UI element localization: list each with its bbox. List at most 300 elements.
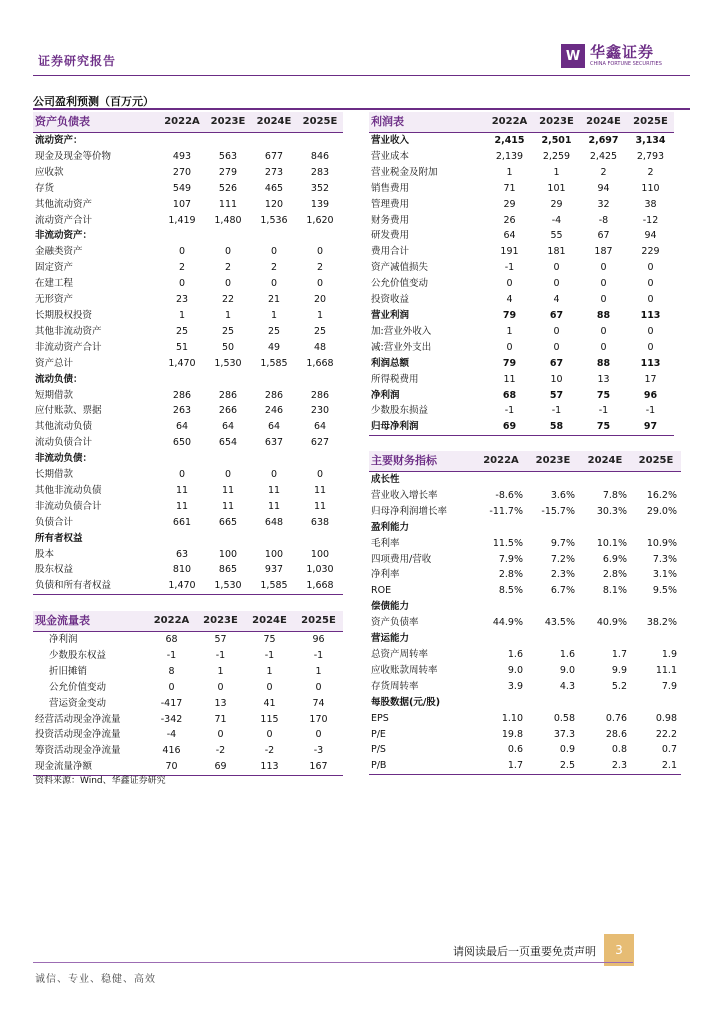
row-value: 7.9 — [661, 680, 677, 692]
table-row — [33, 228, 343, 244]
row-label: 毛利率 — [371, 537, 400, 549]
row-value: 100 — [218, 548, 238, 560]
row-value: 75 — [263, 634, 276, 645]
row-value: 29 — [503, 198, 516, 210]
row-value: 2 — [316, 262, 324, 274]
row-value — [205, 451, 251, 467]
row-value: 1,585 — [260, 580, 288, 592]
row-value: 57 — [214, 634, 227, 645]
year-header: 2022A — [475, 451, 527, 472]
row-value: 865 — [218, 564, 238, 576]
row-label: 流动资产合计 — [35, 214, 93, 226]
row-value: 0 — [316, 246, 324, 258]
row-label: 公允价值变动 — [371, 278, 429, 290]
row-value: 67 — [549, 309, 564, 321]
table-row — [33, 531, 343, 547]
table-row — [369, 631, 681, 647]
row-value — [159, 372, 205, 388]
row-value: 8 — [168, 665, 175, 677]
table-header-row — [33, 611, 343, 632]
year-header: 2023E — [196, 611, 245, 632]
table-row — [33, 213, 343, 229]
row-label: 成长性 — [371, 474, 400, 485]
row-value: 1 — [266, 665, 273, 677]
row-value — [527, 472, 579, 488]
row-value: 22 — [221, 294, 235, 306]
row-label: 流动负债： — [35, 373, 83, 385]
row-value: 2,697 — [588, 135, 619, 146]
table-row — [33, 260, 343, 276]
row-value: 9.0 — [507, 664, 523, 676]
row-label: 盈利能力 — [371, 521, 410, 533]
year-header: 2023E — [527, 451, 579, 472]
row-value: 810 — [172, 564, 192, 576]
row-value: 2.5 — [559, 760, 575, 772]
logo-mark-icon: W — [561, 44, 585, 68]
row-value: 1,668 — [306, 357, 334, 369]
row-value — [297, 531, 343, 547]
row-label: 应收账款周转率 — [371, 664, 438, 676]
row-value: 2.3% — [550, 569, 575, 581]
row-label: 每股数据(元/股) — [371, 696, 441, 708]
row-value — [475, 472, 527, 488]
row-value: 2,793 — [636, 150, 665, 162]
row-value — [297, 372, 343, 388]
row-value: 0 — [178, 246, 186, 258]
row-value: 79 — [502, 309, 517, 321]
table-row — [33, 133, 343, 149]
row-value: 64 — [175, 421, 189, 433]
table-row — [369, 663, 681, 679]
row-value — [527, 631, 579, 647]
row-label: 应付账款、票据 — [35, 405, 102, 417]
row-label: 非流动资产合计 — [35, 341, 102, 353]
row-value: 10 — [550, 373, 563, 385]
row-value: 0.9 — [559, 744, 575, 756]
row-value: 0 — [506, 341, 513, 353]
row-value: 79 — [502, 357, 517, 369]
row-value: 648 — [264, 516, 284, 528]
row-value: 2,415 — [494, 135, 525, 146]
row-value: 0 — [553, 341, 560, 353]
row-value: 9.7% — [550, 537, 575, 549]
row-value: 113 — [640, 357, 661, 369]
row-value: 650 — [172, 437, 192, 449]
table-row — [33, 515, 343, 531]
row-label: 投资收益 — [371, 294, 410, 306]
row-value: 0.6 — [507, 744, 523, 756]
year-header: 2024E — [245, 611, 294, 632]
row-label: 加:营业外收入 — [371, 325, 432, 337]
row-value: 286 — [310, 389, 330, 401]
row-value: -1 — [504, 262, 515, 274]
row-value — [579, 520, 631, 536]
row-label: 费用合计 — [371, 246, 410, 258]
row-value: 21 — [267, 294, 281, 306]
row-value: 0 — [647, 262, 654, 274]
table-row — [369, 133, 674, 149]
year-header: 2024E — [579, 451, 631, 472]
key-indicators-table — [369, 451, 681, 775]
table-row — [369, 488, 681, 504]
row-value: 2 — [600, 166, 607, 178]
table-header-row — [33, 112, 343, 133]
row-label: 长期借款 — [35, 469, 74, 481]
table-row — [369, 727, 681, 743]
row-value — [251, 133, 297, 149]
row-value: 3.6% — [550, 489, 575, 501]
income-statement-table — [369, 112, 674, 436]
row-value: 30.3% — [596, 505, 627, 517]
row-label: 其他非流动负债 — [35, 484, 102, 496]
row-label: ROE — [371, 585, 392, 597]
row-label: 营业收入增长率 — [371, 489, 438, 501]
row-value: 94 — [644, 230, 657, 242]
row-value: 58 — [549, 421, 564, 433]
table-row — [369, 292, 674, 308]
row-value: 7.8% — [602, 489, 627, 501]
row-label: 净利润 — [371, 389, 400, 401]
row-label: 应收款 — [35, 166, 64, 178]
row-value: 167 — [309, 761, 328, 773]
row-value — [475, 631, 527, 647]
row-value: 230 — [310, 405, 330, 417]
row-value: 0 — [553, 262, 560, 274]
row-value: 1 — [506, 166, 513, 178]
row-value: -1 — [504, 405, 515, 417]
row-value: 0 — [168, 681, 175, 693]
row-value: 1,530 — [214, 357, 242, 369]
row-value: 246 — [264, 405, 284, 417]
row-label: 折旧摊销 — [49, 665, 88, 677]
table-row — [33, 165, 343, 181]
table-row — [369, 647, 681, 663]
table-row — [33, 388, 343, 404]
year-header: 2022A — [486, 112, 533, 133]
row-value: 11.1 — [655, 664, 677, 676]
row-value: 16.2% — [646, 489, 677, 501]
table-row — [33, 276, 343, 292]
table-row — [369, 356, 674, 372]
row-value: 0.8 — [611, 744, 627, 756]
row-value: 937 — [264, 564, 284, 576]
row-value: 40.9% — [596, 617, 627, 629]
row-value: 29.0% — [646, 505, 677, 517]
row-value: 49 — [267, 341, 281, 353]
row-value: 68 — [165, 634, 178, 645]
row-value: 101 — [547, 182, 566, 194]
row-value: 5.2 — [611, 680, 627, 692]
row-value: -1 — [264, 649, 275, 661]
row-value: 2,259 — [542, 150, 571, 162]
row-value: 11 — [313, 484, 327, 496]
row-label: 营业成本 — [371, 150, 410, 162]
year-header: 2025E — [631, 451, 681, 472]
row-value: 1,530 — [214, 580, 242, 592]
row-value: -342 — [160, 713, 183, 725]
row-value — [297, 228, 343, 244]
row-value: 43.5% — [544, 617, 575, 629]
row-value: 170 — [309, 713, 328, 725]
row-value: 1,480 — [214, 214, 242, 226]
row-value: -1 — [313, 649, 324, 661]
row-label: 归母净利润增长率 — [371, 505, 448, 517]
year-header: 2023E — [533, 112, 580, 133]
row-label: 公允价值变动 — [49, 681, 107, 693]
balance-sheet-table — [33, 112, 343, 595]
row-label: 资产负债率 — [371, 617, 419, 629]
row-value: 68 — [502, 389, 517, 401]
row-value: 549 — [172, 182, 192, 194]
row-value: 71 — [503, 182, 516, 194]
row-value: 100 — [264, 548, 284, 560]
table-row — [33, 292, 343, 308]
table-row — [369, 567, 681, 583]
row-value: 25 — [313, 325, 327, 337]
row-value: 3,134 — [635, 135, 666, 146]
table-row — [33, 324, 343, 340]
row-label: 现金及现金等价物 — [35, 150, 112, 162]
table-row — [369, 340, 674, 356]
row-value: 665 — [218, 516, 238, 528]
row-value: -15.7% — [541, 505, 575, 517]
row-value: 8.5% — [498, 585, 523, 597]
row-label: 负债和所有者权益 — [35, 580, 112, 592]
table-row — [33, 435, 343, 451]
row-value: 38.2% — [646, 617, 677, 629]
row-label: 流动资产： — [35, 135, 83, 146]
row-value: 0 — [217, 681, 224, 693]
row-value: 0 — [315, 681, 322, 693]
table-row — [369, 742, 681, 758]
row-label: 营运能力 — [371, 633, 410, 645]
header-divider — [33, 75, 690, 76]
row-value: 6.9% — [602, 553, 627, 565]
row-value: 563 — [218, 150, 238, 162]
row-value: 64 — [313, 421, 327, 433]
row-value: 107 — [172, 198, 192, 210]
row-label: 在建工程 — [35, 278, 74, 290]
row-value: 139 — [310, 198, 330, 210]
row-value: 1 — [217, 665, 224, 677]
row-label: 所得税费用 — [371, 373, 419, 385]
row-label: 流动负债合计 — [35, 437, 93, 449]
row-value: 0 — [178, 469, 186, 481]
row-value: 4.3 — [559, 680, 575, 692]
row-value: -2 — [215, 745, 226, 757]
row-label: 筹资活动现金净流量 — [35, 745, 121, 757]
table-row — [369, 472, 681, 488]
row-value: 181 — [547, 246, 566, 258]
row-value: 41 — [263, 697, 276, 709]
row-value — [159, 531, 205, 547]
title-divider — [33, 108, 690, 110]
row-value: 2 — [647, 166, 654, 178]
row-value: 846 — [310, 150, 330, 162]
year-header: 2025E — [297, 112, 343, 133]
row-value: 263 — [172, 405, 192, 417]
row-value: 4 — [553, 294, 560, 306]
row-value: 0 — [316, 469, 324, 481]
table-row — [369, 552, 681, 568]
row-value: 1,585 — [260, 357, 288, 369]
table-row — [33, 680, 343, 696]
row-value: 2.3 — [611, 760, 627, 772]
row-value: 10.9% — [646, 537, 677, 549]
disclaimer-link[interactable]: 请阅读最后一页重要免责声明 — [453, 945, 596, 958]
row-value: 1,030 — [306, 564, 334, 576]
row-label: 所有者权益 — [35, 532, 83, 544]
table-row — [33, 547, 343, 563]
table-row — [369, 244, 674, 260]
table-row — [33, 181, 343, 197]
row-value: 654 — [218, 437, 238, 449]
row-value — [579, 695, 631, 711]
row-value: 677 — [264, 150, 284, 162]
table-header-row — [369, 451, 681, 472]
row-value — [251, 228, 297, 244]
table-row — [33, 632, 343, 648]
row-value: 0 — [600, 278, 607, 290]
year-header: 2024E — [251, 112, 297, 133]
table-row — [369, 276, 674, 292]
row-value: 11 — [503, 373, 516, 385]
row-value: 0.98 — [655, 712, 677, 724]
row-value: 1.6 — [559, 648, 575, 660]
row-value: 2,501 — [541, 135, 572, 146]
row-value — [297, 133, 343, 149]
row-label: 财务费用 — [371, 214, 410, 226]
row-value — [205, 133, 251, 149]
table-row — [369, 165, 674, 181]
row-value: -4 — [551, 214, 562, 226]
row-label: 销售费用 — [371, 182, 410, 194]
row-value — [205, 372, 251, 388]
row-label: 现金流量净额 — [35, 761, 93, 773]
footer-slogan: 诚信、专业、稳健、高效 — [35, 974, 156, 985]
row-value — [251, 451, 297, 467]
row-value: 64 — [503, 230, 516, 242]
row-value: 2,139 — [495, 150, 524, 162]
row-value: 0 — [506, 278, 513, 290]
table-row — [33, 696, 343, 712]
row-value: 0 — [553, 278, 560, 290]
table-row — [369, 372, 674, 388]
row-value: 22.2 — [655, 728, 677, 740]
row-value: 0 — [600, 341, 607, 353]
table-title: 主要财务指标 — [369, 451, 475, 472]
row-value: 28.6 — [605, 728, 627, 740]
row-value: 113 — [260, 761, 279, 773]
row-label: 非流动资产： — [35, 230, 93, 242]
table-row — [33, 340, 343, 356]
row-value: 11 — [221, 484, 235, 496]
row-value: 11 — [267, 484, 281, 496]
row-value: 1,470 — [168, 357, 196, 369]
row-value: -1 — [166, 649, 177, 661]
year-header: 2024E — [580, 112, 627, 133]
row-value: 279 — [218, 166, 238, 178]
row-value: 9.0 — [559, 664, 575, 676]
row-value: 0 — [647, 294, 654, 306]
row-value: 20 — [313, 294, 327, 306]
row-value: 11.5% — [492, 537, 523, 549]
row-label: 少数股东损益 — [371, 405, 429, 417]
row-value: 11 — [267, 500, 281, 512]
row-value: 637 — [264, 437, 284, 449]
row-label: 无形资产 — [35, 294, 74, 306]
row-value: -8.6% — [495, 489, 523, 501]
row-value: 2.8% — [602, 569, 627, 581]
table-row — [33, 308, 343, 324]
row-value: 0 — [600, 262, 607, 274]
row-value — [251, 372, 297, 388]
row-value: 1.10 — [501, 712, 523, 724]
row-value: 273 — [264, 166, 284, 178]
row-value: -2 — [264, 745, 275, 757]
row-value: 13 — [597, 373, 610, 385]
year-header: 2022A — [159, 112, 205, 133]
row-label: 股东权益 — [35, 564, 74, 576]
table-title: 利润表 — [369, 112, 486, 133]
row-value: 0 — [224, 278, 232, 290]
row-value — [475, 599, 527, 615]
row-value: 1,470 — [168, 580, 196, 592]
row-value — [631, 599, 681, 615]
row-label: P/B — [371, 760, 387, 772]
row-value: 286 — [218, 389, 238, 401]
row-value: 75 — [596, 389, 611, 401]
row-value: 1 — [553, 166, 560, 178]
row-value: 0.7 — [661, 744, 677, 756]
row-value: 7.3% — [652, 553, 677, 565]
table-row — [369, 260, 674, 276]
row-label: 其他流动负债 — [35, 421, 93, 433]
row-label: 股本 — [35, 548, 55, 560]
row-value: 71 — [214, 713, 227, 725]
row-value: 25 — [221, 325, 235, 337]
row-value: -1 — [645, 405, 656, 417]
table-row — [33, 403, 343, 419]
table-row — [369, 197, 674, 213]
row-value: 37.3 — [553, 728, 575, 740]
row-label: 经营活动现金净流量 — [35, 713, 121, 725]
row-value — [205, 531, 251, 547]
row-value: -1 — [215, 649, 226, 661]
row-value: 465 — [264, 182, 284, 194]
table-row — [33, 727, 343, 743]
row-value — [579, 472, 631, 488]
table-row — [369, 504, 681, 520]
row-value: 1.7 — [507, 760, 523, 772]
footer-divider — [33, 962, 633, 963]
row-value: 1,419 — [168, 214, 196, 226]
row-value: 111 — [218, 198, 238, 210]
row-value: 229 — [641, 246, 660, 258]
row-value: 70 — [165, 761, 178, 773]
row-value: 0 — [270, 278, 278, 290]
row-value — [475, 695, 527, 711]
row-value: 63 — [175, 548, 189, 560]
row-value — [631, 631, 681, 647]
row-value: 25 — [267, 325, 281, 337]
row-value — [159, 133, 205, 149]
table-header-row — [369, 112, 674, 133]
row-value: 11 — [175, 484, 189, 496]
row-value: 32 — [597, 198, 610, 210]
row-value: 10.1% — [596, 537, 627, 549]
row-value — [475, 520, 527, 536]
